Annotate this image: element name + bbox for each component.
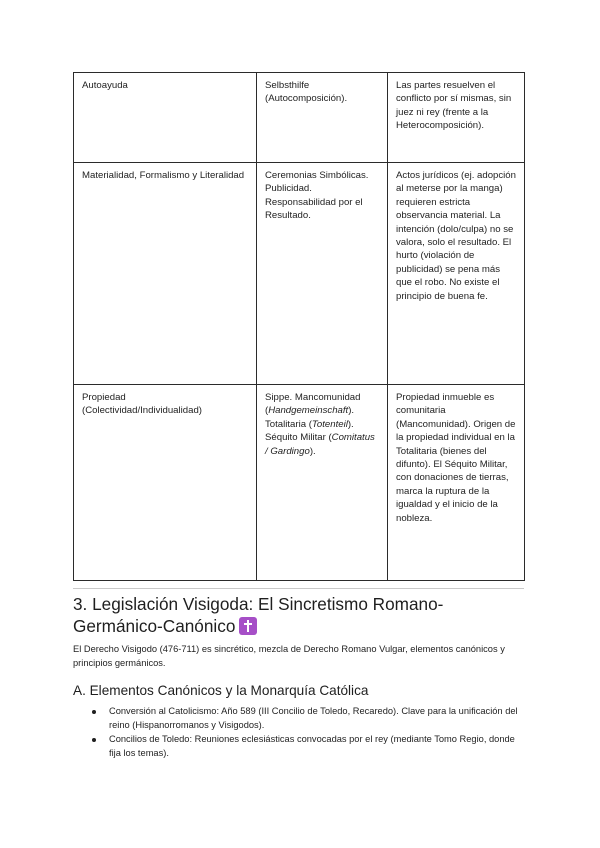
- section-heading: [73, 593, 524, 637]
- list-item: Conversión al Catolicismo: Año 589 (III Concilio de Toledo, Recaredo). Clave para la unificación del reino (Hispanorromanos y Visigodos).: [73, 705, 524, 732]
- table-cell: Selbsthilfe (Autocomposición).: [257, 73, 388, 163]
- table-row: [74, 73, 525, 163]
- table-cell: Propiedad (Colectividad/Individualidad): [74, 385, 257, 581]
- list-item: Concilios de Toledo: Reuniones eclesiásticas convocadas por el rey (mediante Tomo Regio, donde fija los temas).: [73, 733, 524, 760]
- section-divider: [73, 588, 524, 589]
- subsection-heading: A. Elementos Canónicos y la Monarquía Católica: [73, 683, 369, 698]
- table-cell: Actos jurídicos (ej. adopción al meterse por la manga) requieren estricta observancia material. La intención (dolo/culpa) no se valora, solo el resultado. El hurto (violación de publicidad) se pena más que el robo. No existe el principio de buena fe.: [388, 163, 525, 385]
- latin-cross-icon: [239, 617, 257, 635]
- table-cell: Ceremonias Simbólicas. Publicidad. Responsabilidad por el Resultado.: [257, 163, 388, 385]
- section-title: 3. Legislación Visigoda: El Sincretismo Romano-Germánico-Canónico: [73, 594, 444, 636]
- intro-paragraph: El Derecho Visigodo (476-711) es sincrético, mezcla de Derecho Romano Vulgar, elementos canónicos y principios germánicos.: [73, 644, 505, 668]
- bullet-icon: [92, 738, 96, 742]
- bullet-list: [73, 705, 524, 761]
- table-row: [74, 163, 525, 385]
- comparison-table: [73, 72, 525, 581]
- table-cell: Las partes resuelven el conflicto por sí mismas, sin juez ni rey (frente a la Heterocomposición).: [388, 73, 525, 163]
- table-cell: Autoayuda: [74, 73, 257, 163]
- table-cell: Materialidad, Formalismo y Literalidad: [74, 163, 257, 385]
- table-row: [74, 385, 525, 581]
- bullet-icon: [92, 710, 96, 714]
- table-cell: Sippe. Mancomunidad (Handgemeinschaft). Totalitaria (Totenteil). Séquito Militar (Comitatus / Gardingo).: [257, 385, 388, 581]
- table-cell: Propiedad inmueble es comunitaria (Mancomunidad). Origen de la propiedad individual en la Totalitaria (bienes del difunto). El Séquito Militar, con donaciones de tierras, marca la ruptura de la igualdad y el inicio de la nobleza.: [388, 385, 525, 581]
